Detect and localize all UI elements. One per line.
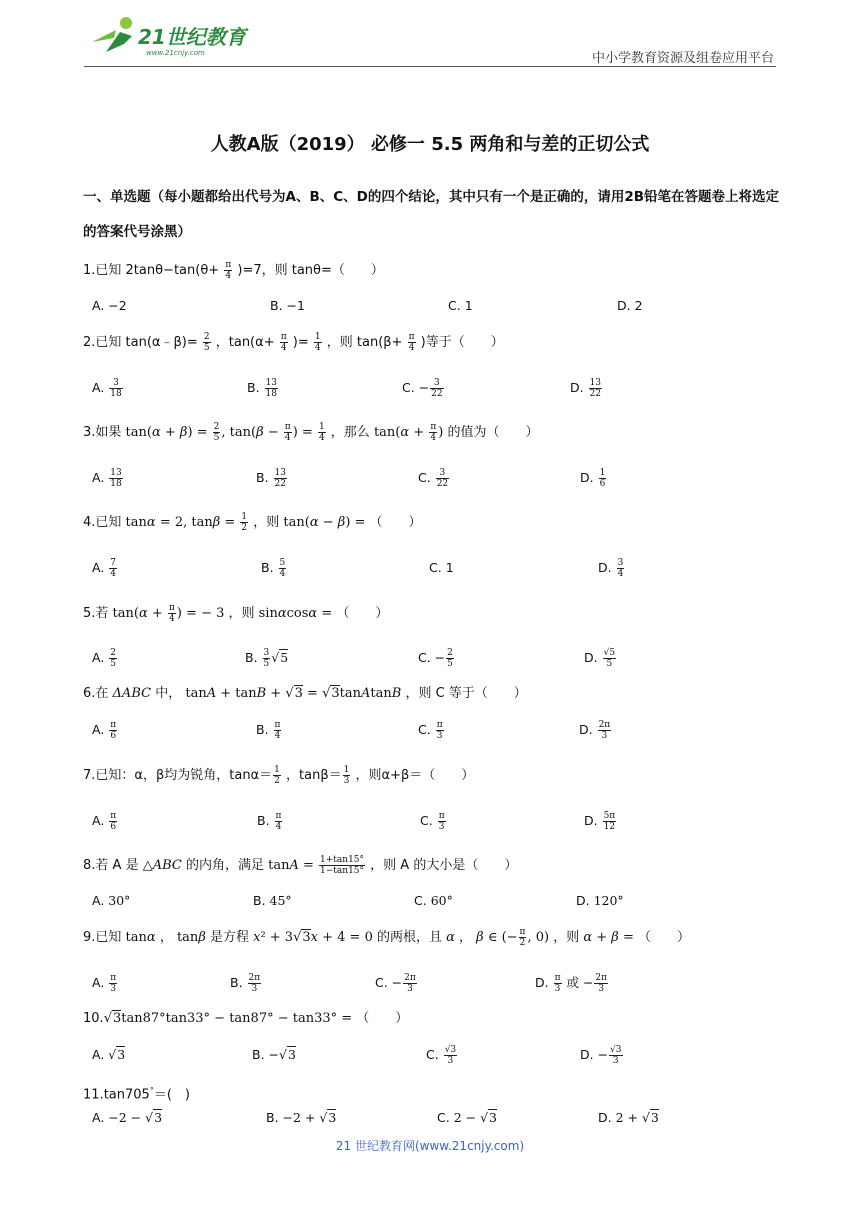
logo-21cnjy — [86, 14, 256, 58]
q3-option-b[interactable]: B. $\frac{13}{22}$ — [256, 468, 286, 489]
q4-option-d[interactable]: D. $\frac{3}{4}$ — [598, 558, 624, 579]
q9-option-c[interactable]: C. − $\frac{2\pi}{3}$ — [375, 973, 416, 994]
q3-option-a[interactable]: A. $\frac{13}{18}$ — [92, 468, 122, 489]
q1-option-d[interactable]: D. 2 — [617, 298, 643, 313]
section-title: 一、单选题 — [83, 189, 151, 205]
question-4: 4.已知 tanα = 2, tanβ = $\frac{1}{2}$ ，则 tan(α − β) = （ ） — [83, 512, 422, 533]
question-8: 8.若 A 是 △ABC 的内角，满足 tanA = $\frac{1+\tan 15^\circ}{1-\tan 15^\circ}$ ，则 A 的大小是（ ） — [83, 855, 518, 876]
q11-option-c[interactable]: C. 2 − √3 — [437, 1110, 497, 1125]
q7-option-a[interactable]: A. $\frac{\pi}{6}$ — [92, 811, 117, 832]
question-9: 9.已知 tanα ， tanβ 是方程 x² + 3√3x + 4 = 0 的两根，且 α ， β ∈ (− $\frac{\pi}{2}$ , 0) ，则 α + β = （ ） — [83, 927, 690, 948]
q3-option-d[interactable]: D. $\frac{1}{6}$ — [580, 468, 606, 489]
section-note: （每小题都给出代号为A、B、C、D的四个结论，其中只有一个是正确的，请用2B铅笔在答题卷上将选定的答案代号涂黑） — [83, 189, 780, 240]
q7-option-b[interactable]: B. $\frac{\pi}{4}$ — [257, 811, 282, 832]
q2-option-b[interactable]: B. $\frac{13}{18}$ — [247, 378, 277, 399]
q6-option-c[interactable]: C. $\frac{\pi}{3}$ — [418, 720, 443, 741]
q9-option-a[interactable]: A. $\frac{\pi}{3}$ — [92, 973, 117, 994]
q6-option-a[interactable]: A. $\frac{\pi}{6}$ — [92, 720, 117, 741]
logo-url: www.21cnjy.com — [146, 49, 205, 57]
q8-option-c[interactable]: C. 60° — [414, 893, 453, 908]
q10-option-a[interactable]: A. √3 — [92, 1047, 126, 1062]
q8-option-b[interactable]: B. 45° — [253, 893, 292, 908]
question-6: 6.在 ΔABC 中， tanA + tanB + √3 = √3tanAtanB ，则 C 等于（ ） — [83, 686, 527, 701]
q8-option-a[interactable]: A. 30° — [92, 893, 131, 908]
q2-option-a[interactable]: A. $\frac{3}{18}$ — [92, 378, 122, 399]
q9-option-b[interactable]: B. $\frac{2\pi}{3}$ — [230, 973, 261, 994]
question-3: 3.如果 tan(α + β) = $\frac{2}{5}$ , tan(β − $\frac{\pi}{4}$ ) = $\frac{1}{4}$ ，那么 tan(α + $\frac{\pi}{4}$ ) 的值为（ ） — [83, 422, 539, 443]
q3-option-c[interactable]: C. $\frac{3}{22}$ — [418, 468, 449, 489]
footer-link[interactable]: 21 世纪教育网(www.21cnjy.com) — [335, 1139, 525, 1153]
q11-option-d[interactable]: D. 2 + √3 — [598, 1110, 659, 1125]
q1-option-c[interactable]: C. 1 — [448, 298, 473, 313]
q2-option-d[interactable]: D. $\frac{13}{22}$ — [570, 378, 602, 399]
q11-option-b[interactable]: B. −2 + √3 — [266, 1110, 337, 1125]
q5-option-a[interactable]: A. $\frac{2}{5}$ — [92, 648, 117, 669]
question-5: 5.若 tan(α + $\frac{\pi}{4}$ ) = − 3 ，则 sinαcosα = （ ） — [83, 603, 389, 624]
q4-option-b[interactable]: B. $\frac{5}{4}$ — [261, 558, 286, 579]
q10-option-c[interactable]: C. $\frac{√3}{3}$ — [426, 1045, 457, 1066]
question-10: 10.√3tan87°tan33° − tan87° − tan33° = （ ） — [83, 1011, 409, 1026]
platform-name: 中小学教育资源及组卷应用平台 — [591, 51, 774, 66]
q4-option-a[interactable]: A. $\frac{7}{4}$ — [92, 558, 117, 579]
q1-option-b[interactable]: B. −1 — [270, 298, 305, 313]
q4-option-c[interactable]: C. 1 — [429, 560, 454, 575]
q10-option-b[interactable]: B. −√3 — [252, 1047, 296, 1062]
q2-option-c[interactable]: C. − $\frac{3}{22}$ — [402, 378, 443, 399]
logo-text: 21世纪教育 — [138, 25, 246, 49]
question-2: 2.已知 tan(α﹣β)= $\frac{2}{5}$ ，tan(α+ $\frac{\pi}{4}$ )= $\frac{1}{4}$ ，则 tan(β+ $\frac{\pi}{4}$ )等于（ ） — [83, 332, 504, 353]
q5-option-d[interactable]: D. $\frac{√5}{5}$ — [584, 648, 616, 669]
q1-option-a[interactable]: A. −2 — [92, 298, 127, 313]
q6-option-d[interactable]: D. $\frac{2\pi}{3}$ — [579, 720, 611, 741]
q10-option-d[interactable]: D. − $\frac{√3}{3}$ — [580, 1045, 622, 1066]
q7-option-c[interactable]: C. $\frac{\pi}{3}$ — [420, 811, 445, 832]
q7-option-d[interactable]: D. $\frac{5\pi}{12}$ — [584, 811, 616, 832]
q6-option-b[interactable]: B. $\frac{\pi}{4}$ — [256, 720, 281, 741]
question-11: 11.tan705°＝( ) — [83, 1086, 190, 1103]
q5-option-c[interactable]: C. − $\frac{2}{5}$ — [418, 648, 453, 669]
document-title: 人教A版（2019） 必修一 5.5 两角和与差的正切公式 — [210, 134, 650, 155]
section-heading — [83, 180, 783, 250]
q9-option-d[interactable]: D. $\frac{\pi}{3}$ 或 − $\frac{2\pi}{3}$ — [535, 973, 608, 994]
q11-option-a[interactable]: A. −2 − √3 — [92, 1110, 163, 1125]
q5-option-b[interactable]: B. $\frac{3}{5}$ √5 — [245, 648, 289, 669]
q8-option-d[interactable]: D. 120° — [576, 893, 624, 908]
question-1: 1.已知 2tanθ−tan(θ+ $\frac{\pi}{4}$ )=7，则 tanθ=（ ） — [83, 260, 384, 281]
header-divider — [84, 66, 776, 67]
question-7: 7.已知：α，β均为锐角，tanα＝ $\frac{1}{2}$ ，tanβ＝ $\frac{1}{3}$ ，则α+β＝（ ） — [83, 765, 475, 786]
